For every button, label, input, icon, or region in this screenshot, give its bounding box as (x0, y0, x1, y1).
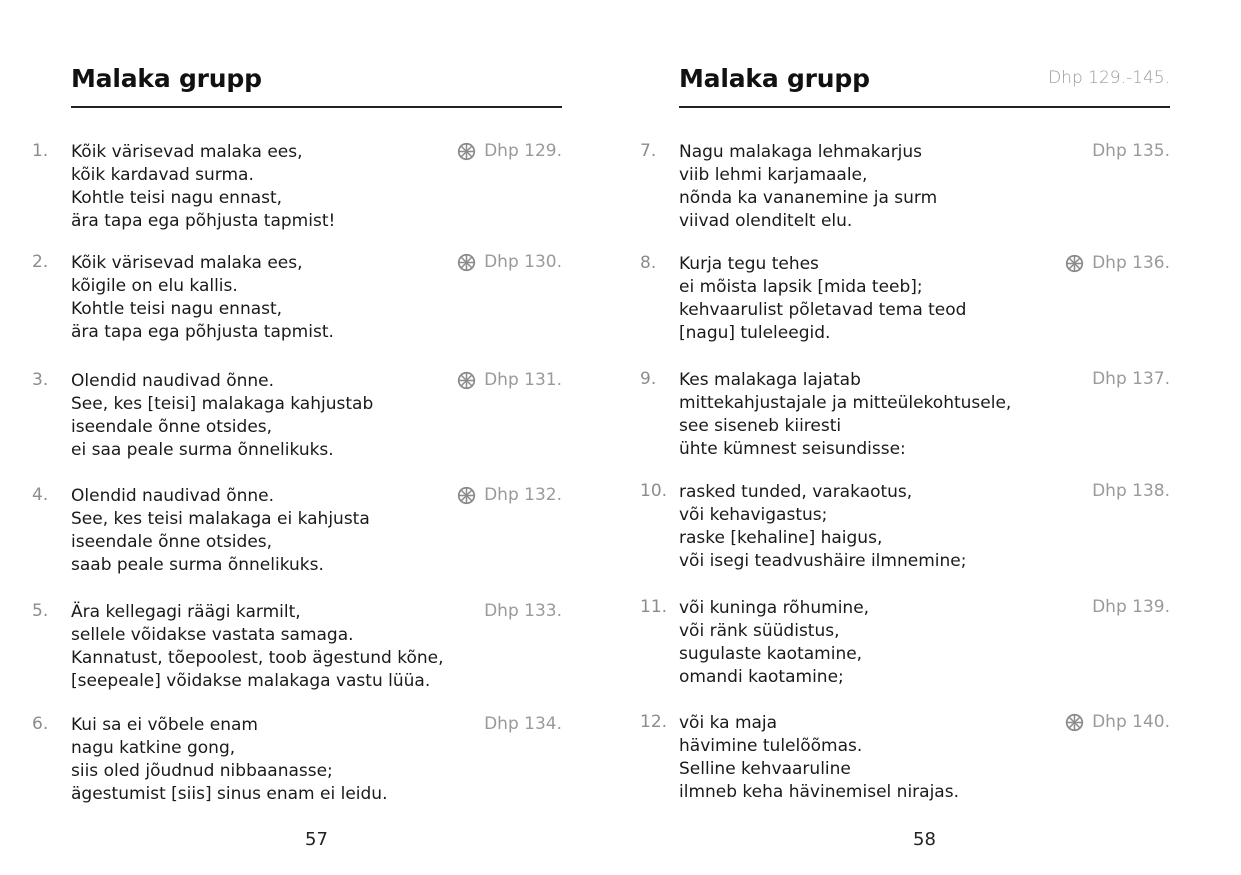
chapter-range-reference: Dhp 129.-145. (1048, 68, 1170, 88)
verse-line: mittekahjustajale ja mitteülekohtusele, (679, 393, 1012, 413)
verse-reference (1092, 369, 1170, 389)
verse-line: nagu katkine gong, (71, 738, 236, 758)
verse-number: 9. (640, 369, 657, 389)
page-number: 57 (305, 829, 328, 850)
verse-line: ära tapa ega põhjusta tapmist! (71, 211, 336, 231)
verse-line: viivad olenditelt elu. (679, 211, 853, 231)
verse-line: Ära kellegagi räägi karmilt, (71, 602, 301, 622)
verse-line: Kõik värisevad malaka ees, (71, 253, 303, 273)
verse-line: või ka maja (679, 713, 778, 733)
verse-line: või isegi teadvushäire ilmnemine; (679, 551, 967, 571)
verse-number: 10. (640, 481, 668, 501)
dharma-wheel-icon (457, 486, 476, 505)
verse-number: 5. (32, 601, 49, 621)
verse-line: raske [kehaline] haigus, (679, 528, 883, 548)
verse-line: iseendale õnne otsides, (71, 532, 273, 552)
verse-line: Olendid naudivad õnne. (71, 486, 275, 506)
verse-number: 7. (640, 141, 657, 161)
verse-reference (484, 714, 562, 734)
verse-text (679, 481, 966, 573)
verse-reference-label: Dhp 135. (1092, 141, 1170, 161)
title-divider (679, 106, 1170, 108)
verse-line: [nagu] tuleleegid. (679, 323, 831, 343)
verse-reference-label: Dhp 138. (1092, 481, 1170, 501)
verse-line: iseendale õnne otsides, (71, 417, 273, 437)
verse-line: See, kes [teisi] malakaga kahjustab (71, 394, 374, 414)
verse-text (679, 597, 869, 689)
verse-text (679, 141, 937, 233)
verse-reference-label: Dhp 134. (484, 714, 562, 734)
page-title: Malaka grupp (679, 64, 870, 93)
right-page (620, 0, 1241, 875)
verse-line: või kuninga rõhumine, (679, 598, 870, 618)
verse-reference-label: Dhp 136. (1092, 253, 1170, 273)
verse-line: või ränk süüdistus, (679, 621, 840, 641)
verse-reference-label: Dhp 129. (484, 141, 562, 161)
verse-line: See, kes teisi malakaga ei kahjusta (71, 509, 370, 529)
dharma-wheel-icon (457, 253, 476, 272)
verse-text (679, 369, 1011, 461)
verse-line: omandi kaotamine; (679, 667, 844, 687)
verse-line: Nagu malakaga lehmakarjus (679, 142, 923, 162)
verse-line: hävimine tulelõõmas. (679, 736, 863, 756)
verse-line: see siseneb kiiresti (679, 416, 842, 436)
verse-text (71, 601, 444, 693)
verse-reference (1065, 253, 1170, 273)
dharma-wheel-icon (1065, 713, 1084, 732)
verse-line: Olendid naudivad õnne. (71, 371, 275, 391)
verse-line: Kohtle teisi nagu ennast, (71, 299, 283, 319)
verse-number: 4. (32, 485, 49, 505)
verse-number: 11. (640, 597, 668, 617)
verse-line: Kohtle teisi nagu ennast, (71, 188, 283, 208)
title-divider (71, 106, 562, 108)
verse-number: 6. (32, 714, 49, 734)
verse-reference (457, 252, 562, 272)
verse-reference-label: Dhp 139. (1092, 597, 1170, 617)
verse-text (71, 252, 334, 344)
verse-text (71, 485, 370, 577)
verse-reference (1092, 141, 1170, 161)
verse-line: ei saa peale surma õnnelikuks. (71, 440, 334, 460)
verse-line: ei mõista lapsik [mida teeb]; (679, 277, 923, 297)
verse-reference-label: Dhp 137. (1092, 369, 1170, 389)
verse-text (679, 712, 959, 804)
verse-line: Kõik värisevad malaka ees, (71, 142, 303, 162)
verse-reference (457, 485, 562, 505)
verse-line: ära tapa ega põhjusta tapmist. (71, 322, 334, 342)
verse-text (71, 714, 387, 806)
verse-line: kehvaarulist põletavad tema teod (679, 300, 967, 320)
verse-line: nõnda ka vananemine ja surm (679, 188, 938, 208)
verse-line: sugulaste kaotamine, (679, 644, 863, 664)
dharma-wheel-icon (1065, 254, 1084, 273)
verse-line: Kes malakaga lajatab (679, 370, 861, 390)
verse-line: Selline kehvaaruline (679, 759, 851, 779)
verse-line: rasked tunded, varakaotus, (679, 482, 913, 502)
verse-number: 8. (640, 253, 657, 273)
verse-line: viib lehmi karjamaale, (679, 165, 868, 185)
verse-text (71, 370, 373, 462)
verse-line: ühte kümnest seisundisse: (679, 439, 906, 459)
verse-line: või kehavigastus; (679, 505, 828, 525)
verse-line: Kurja tegu tehes (679, 254, 819, 274)
verse-line: saab peale surma õnnelikuks. (71, 555, 324, 575)
verse-reference-label: Dhp 130. (484, 252, 562, 272)
verse-reference-label: Dhp 140. (1092, 712, 1170, 732)
verse-reference (484, 601, 562, 621)
page-number: 58 (913, 829, 936, 850)
verse-reference-label: Dhp 133. (484, 601, 562, 621)
dharma-wheel-icon (457, 142, 476, 161)
verse-text (71, 141, 335, 233)
verse-line: ägestumist [siis] sinus enam ei leidu. (71, 784, 388, 804)
verse-line: kõik kardavad surma. (71, 165, 254, 185)
verse-text (679, 253, 966, 345)
verse-number: 1. (32, 141, 49, 161)
verse-line: Kannatust, tõepoolest, toob ägestund kõne, (71, 648, 444, 668)
page-title: Malaka grupp (71, 64, 262, 93)
verse-number: 3. (32, 370, 49, 390)
left-page (0, 0, 620, 875)
verse-reference-label: Dhp 131. (484, 370, 562, 390)
verse-reference (457, 141, 562, 161)
verse-line: sellele võidakse vastata samaga. (71, 625, 354, 645)
verse-reference-label: Dhp 132. (484, 485, 562, 505)
verse-number: 12. (640, 712, 668, 732)
verse-line: kõigile on elu kallis. (71, 276, 238, 296)
verse-line: ilmneb keha hävinemisel nirajas. (679, 782, 959, 802)
verse-line: siis oled jõudnud nibbaanasse; (71, 761, 333, 781)
verse-number: 2. (32, 252, 49, 272)
dharma-wheel-icon (457, 371, 476, 390)
verse-line: Kui sa ei võbele enam (71, 715, 258, 735)
verse-reference (1092, 597, 1170, 617)
verse-reference (1092, 481, 1170, 501)
verse-reference (457, 370, 562, 390)
verse-line: [seepeale] võidakse malakaga vastu lüüa. (71, 671, 431, 691)
verse-reference (1065, 712, 1170, 732)
